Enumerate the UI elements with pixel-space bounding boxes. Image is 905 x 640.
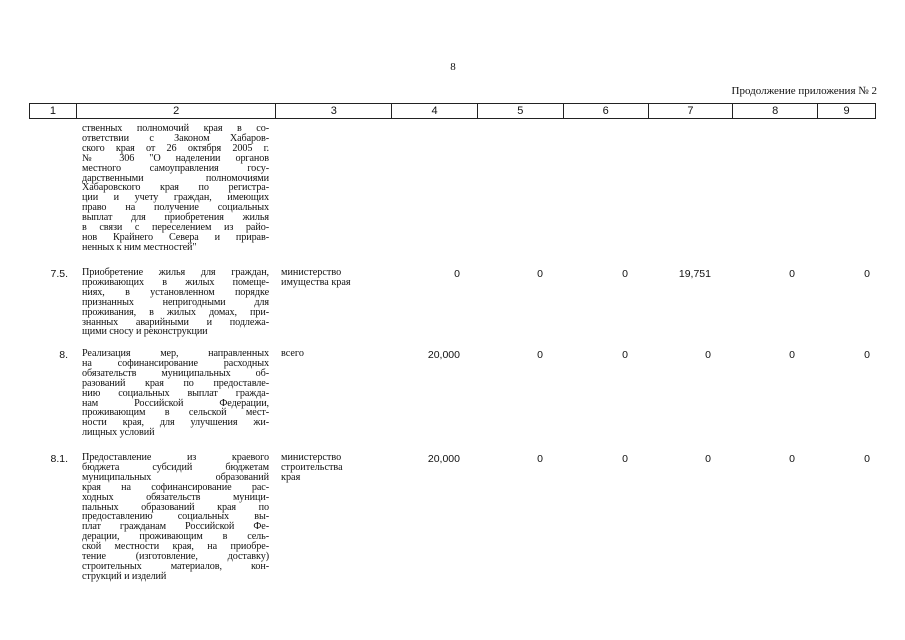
value-col-6: 0: [622, 349, 628, 361]
description-line: предоставлению социальных вы-: [82, 511, 269, 523]
description-line: ности края, для улучшения жи-: [82, 417, 269, 429]
description-line: Реализация мер, направленных: [82, 348, 269, 359]
description-line: ской местности края, на приобре-: [82, 541, 269, 553]
value-col-7: 0: [705, 349, 711, 361]
value-col-7: 19,751: [678, 268, 711, 280]
description-line: проживания, в жилых домах, при-: [82, 306, 269, 318]
description-line: Приобретение жилья для граждан,: [82, 267, 269, 278]
description-line: ции и учету граждан, имеющих: [82, 192, 269, 204]
description-line: знанных аварийными и подлежа-: [82, 316, 269, 328]
row-number: 8.1.: [50, 453, 68, 465]
description-line: муниципальных образований: [82, 471, 269, 483]
description-line: пальных образований края по: [82, 501, 269, 513]
value-col-8: 0: [789, 349, 795, 361]
value-col-9: 0: [864, 453, 870, 465]
value-col-4: 20,000: [427, 349, 460, 361]
description-line: ходных обязательств муници-: [82, 491, 269, 503]
description-line: ненных к ним местностей": [82, 241, 197, 253]
description-line: тение (изготовление, доставку): [82, 551, 269, 563]
value-col-8: 0: [789, 268, 795, 280]
description-line: признанных непригодными для: [82, 296, 269, 308]
description-line: плат гражданам Российской Фе-: [82, 521, 269, 533]
row-description: [82, 453, 269, 582]
description-line: проживающим в сельской мест-: [82, 407, 269, 419]
description-line: № 306 "О наделении органов: [82, 152, 269, 164]
description-line: нию социальных выплат гражда-: [82, 387, 269, 399]
description-line: ственных полномочий края в со-: [82, 123, 269, 134]
value-col-6: 0: [622, 268, 628, 280]
executor-line: всего: [281, 348, 304, 359]
description-line: щими сносу и реконструкции: [82, 326, 208, 338]
description-line: нов Крайнего Севера и прирав-: [82, 231, 269, 243]
value-col-5: 0: [537, 453, 543, 465]
row-description: [82, 268, 269, 337]
header-cell: 3: [276, 104, 392, 118]
executor-line: имущества края: [281, 276, 351, 288]
description-line: бюджета субсидий бюджетам: [82, 461, 269, 473]
description-line: право на получение социальных: [82, 202, 269, 214]
description-line: проживающих в жилых помеще-: [82, 276, 269, 288]
description-line: лищных условий: [82, 427, 155, 439]
description-line: в связи с переселением из райо-: [82, 222, 269, 234]
description-line: ответствии с Законом Хабаров-: [82, 132, 269, 144]
header-cell: 5: [478, 104, 564, 118]
executor-line: министерство: [281, 452, 342, 463]
value-col-4: 20,000: [427, 453, 460, 465]
description-line: края на софинансирование рас-: [82, 481, 269, 493]
executor-line: края: [281, 471, 301, 483]
value-col-6: 0: [622, 453, 628, 465]
header-cell: 7: [649, 104, 734, 118]
value-col-4: 0: [454, 268, 460, 280]
continuation-title: Продолжение приложения № 2: [731, 85, 877, 97]
row-number: 8.: [59, 349, 68, 361]
description-line: нам Российской Федерации,: [82, 397, 269, 409]
description-line: дарственными полномочиями: [82, 172, 269, 184]
value-col-9: 0: [864, 268, 870, 280]
page-number: 8: [450, 61, 456, 73]
header-cell: 4: [392, 104, 478, 118]
executor-line: министерство: [281, 267, 342, 278]
row-number: 7.5.: [50, 268, 68, 280]
header-cell: 8: [733, 104, 818, 118]
description-line: разований края по предоставле-: [82, 377, 269, 389]
description-line: обязательств муниципальных об-: [82, 367, 269, 379]
description-line: на софинансирование расходных: [82, 357, 269, 369]
description-line: ниях, в установленном порядке: [82, 286, 269, 298]
table-header: [29, 103, 876, 119]
value-col-5: 0: [537, 349, 543, 361]
header-cell: 1: [30, 104, 77, 118]
row-description: [82, 349, 269, 438]
description-line: Хабаровского края по регистра-: [82, 182, 269, 194]
description-line: Предоставление из краевого: [82, 452, 269, 463]
value-col-9: 0: [864, 349, 870, 361]
value-col-5: 0: [537, 268, 543, 280]
row-description: [82, 124, 269, 253]
value-col-8: 0: [789, 453, 795, 465]
executor-line: строительства: [281, 461, 343, 473]
header-cell: 6: [564, 104, 649, 118]
header-cell: 2: [77, 104, 277, 118]
description-line: дерации, проживающим в сель-: [82, 531, 269, 543]
description-line: строительных материалов, кон-: [82, 560, 269, 572]
header-cell: 9: [843, 105, 850, 117]
description-line: выплат для приобретения жилья: [82, 212, 269, 224]
description-line: местного самоуправления госу-: [82, 162, 269, 174]
description-line: струкций и изделий: [82, 570, 167, 582]
description-line: ского края от 26 октября 2005 г.: [82, 142, 269, 154]
value-col-7: 0: [705, 453, 711, 465]
